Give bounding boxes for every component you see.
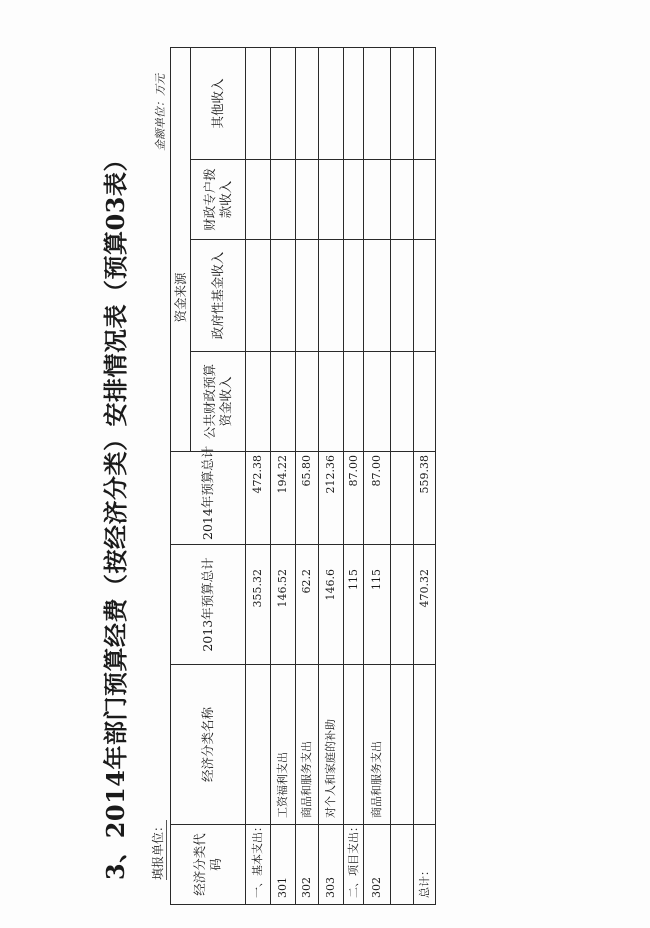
- code-cell: [391, 825, 414, 905]
- budget-2013-cell: 146.6: [319, 545, 344, 665]
- name-cell: 工资福利支出: [271, 665, 296, 825]
- gov-fund-cell: [414, 240, 436, 352]
- gov-fund-cell: [319, 240, 344, 352]
- name-cell: [414, 665, 436, 825]
- public-finance-cell: [246, 352, 271, 452]
- budget-2014-cell: 212.36: [319, 452, 344, 545]
- table-row: [319, 47, 344, 904]
- budget-table: [170, 47, 436, 905]
- other-income-cell: [296, 47, 319, 159]
- document-title: 3、2014年部门预算经费（按经济分类）安排情况表（预算03表）: [101, 147, 130, 880]
- table-row: [344, 47, 364, 904]
- other-income-cell: [364, 47, 391, 159]
- filler-unit-label: 填报单位：: [151, 819, 165, 880]
- budget-2014-cell: 65.80: [296, 452, 319, 545]
- header-other-income: 其他收入: [191, 47, 246, 159]
- table-row: [271, 47, 296, 904]
- name-cell: [344, 665, 364, 825]
- public-finance-cell: [319, 352, 344, 452]
- table-row: [364, 47, 391, 904]
- special-account-cell: [271, 160, 296, 240]
- header-funding-source: 资金来源: [171, 47, 191, 451]
- budget-2013-cell: 115: [344, 545, 364, 665]
- header-row: [171, 47, 191, 904]
- other-income-cell: [246, 47, 271, 159]
- code-cell: 303: [319, 825, 344, 905]
- gov-fund-cell: [246, 240, 271, 352]
- public-finance-cell: [296, 352, 319, 452]
- name-cell: 商品和服务支出: [296, 665, 319, 825]
- budget-2014-cell: [391, 452, 414, 545]
- name-cell: 商品和服务支出: [364, 665, 391, 825]
- special-account-cell: [246, 160, 271, 240]
- budget-2014-cell: 87.00: [344, 452, 364, 545]
- special-account-cell: [391, 160, 414, 240]
- budget-2013-cell: 146.52: [271, 545, 296, 665]
- special-account-cell: [364, 160, 391, 240]
- public-finance-cell: [344, 352, 364, 452]
- table-row: [246, 47, 271, 904]
- public-finance-cell: [414, 352, 436, 452]
- header-gov-fund: 政府性基金收入: [191, 240, 246, 352]
- gov-fund-cell: [391, 240, 414, 352]
- code-cell: 二、项目支出：: [344, 825, 364, 905]
- code-cell: 总计：: [414, 825, 436, 905]
- budget-2013-cell: [391, 545, 414, 665]
- other-income-cell: [271, 47, 296, 159]
- budget-2014-cell: 472.38: [246, 452, 271, 545]
- table-row-empty: [391, 47, 414, 904]
- special-account-cell: [296, 160, 319, 240]
- header-public-finance: 公共财政预算资金收入: [191, 352, 246, 452]
- other-income-cell: [414, 47, 436, 159]
- gov-fund-cell: [344, 240, 364, 352]
- header-special-account: 财政专户拨款收入: [191, 160, 246, 240]
- gov-fund-cell: [364, 240, 391, 352]
- budget-2013-cell: 470.32: [414, 545, 436, 665]
- code-cell: 301: [271, 825, 296, 905]
- public-finance-cell: [391, 352, 414, 452]
- special-account-cell: [319, 160, 344, 240]
- table-row: [296, 47, 319, 904]
- table-row-total: [414, 47, 436, 904]
- name-cell: 对个人和家庭的补助: [319, 665, 344, 825]
- public-finance-cell: [364, 352, 391, 452]
- special-account-cell: [344, 160, 364, 240]
- amount-unit-note: 金额单位：万元: [154, 74, 167, 151]
- code-cell: 302: [296, 825, 319, 905]
- gov-fund-cell: [296, 240, 319, 352]
- budget-2014-cell: 87.00: [364, 452, 391, 545]
- name-cell: [246, 665, 271, 825]
- header-name: 经济分类名称: [171, 665, 246, 825]
- public-finance-cell: [271, 352, 296, 452]
- budget-2014-cell: 194.22: [271, 452, 296, 545]
- header-budget-2013: 2013年预算总计: [171, 545, 246, 665]
- budget-2013-cell: 62.2: [296, 545, 319, 665]
- budget-2013-cell: 355.32: [246, 545, 271, 665]
- header-code: 经济分类代码: [171, 825, 246, 905]
- budget-2014-cell: 559.38: [414, 452, 436, 545]
- header-budget-2014: 2014年预算总计: [171, 452, 246, 545]
- other-income-cell: [391, 47, 414, 159]
- budget-2013-cell: 115: [364, 545, 391, 665]
- other-income-cell: [344, 47, 364, 159]
- gov-fund-cell: [271, 240, 296, 352]
- code-cell: 302: [364, 825, 391, 905]
- code-cell: 一、基本支出：: [246, 825, 271, 905]
- other-income-cell: [319, 47, 344, 159]
- name-cell: [391, 665, 414, 825]
- special-account-cell: [414, 160, 436, 240]
